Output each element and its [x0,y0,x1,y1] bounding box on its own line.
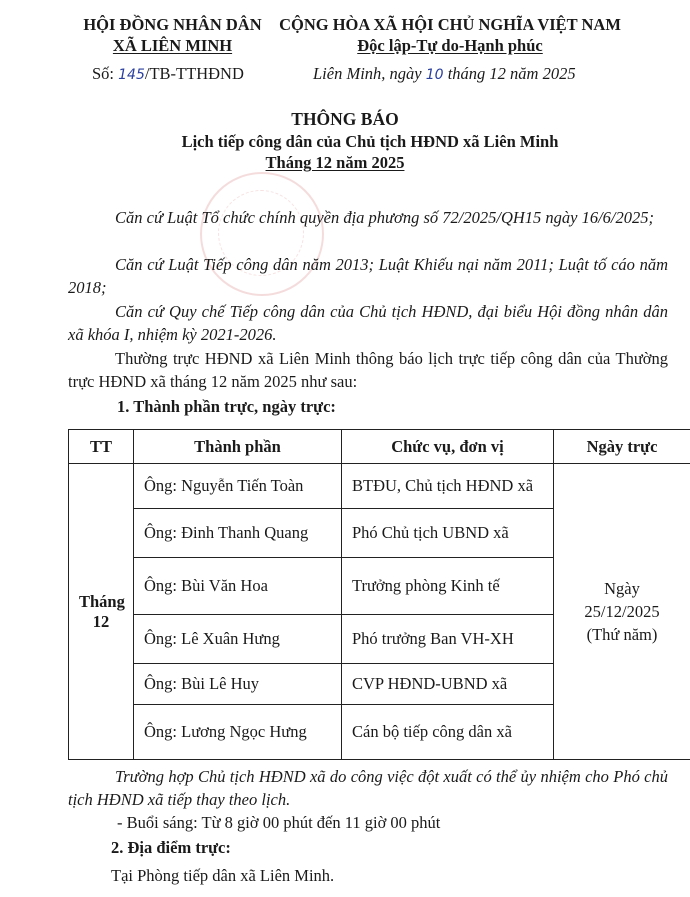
header-member: Thành phần [134,430,342,464]
national-motto [270,14,630,56]
place-date-prefix: Liên Minh, ngày [313,64,426,83]
notice-title: THÔNG BÁO [291,109,399,129]
member-position: BTĐU, Chủ tịch HĐND xã [342,464,554,509]
legal-basis-1: Căn cứ Luật Tổ chức chính quyền địa phương số 72/2025/QH15 ngày 16/6/2025; [115,208,655,227]
legal-basis-3: Căn cứ Quy chế Tiếp công dân của Chủ tịch HĐND, đại biểu Hội đồng nhân dân xã khóa I, nhiệm kỳ 2021-2026. [68,302,668,344]
duty-day-label: Ngày [604,579,640,598]
member-name: Ông: Đinh Thanh Quang [134,509,342,558]
section2-heading: 2. Địa điểm trực: [111,838,231,857]
morning-session: - Buổi sáng: Từ 8 giờ 00 phút đến 11 giờ 00 phút [117,813,441,832]
header-position: Chức vụ, đơn vị [342,430,554,464]
table-row [69,464,690,509]
date-day-handwritten: 10 [425,67,444,83]
duty-location: Tại Phòng tiếp dân xã Liên Minh. [111,866,335,885]
table-header-row [69,430,690,464]
member-name: Ông: Lương Ngọc Hưng [134,705,342,760]
duty-day-cell [554,464,690,760]
issuing-organization [70,14,275,56]
org-name-line2: XÃ LIÊN MINH [112,36,233,55]
notice-period: Tháng 12 năm 2025 [265,153,405,172]
duty-weekday: (Thứ năm) [586,625,658,644]
document-number [92,64,244,84]
member-position: Phó Chủ tịch UBND xã [342,509,554,558]
doc-number-prefix: Số: [92,64,119,83]
header-tt: TT [69,430,134,464]
member-position: Phó trưởng Ban VH-XH [342,615,554,664]
section1-heading: 1. Thành phần trực, ngày trực: [117,397,336,416]
intro-paragraph: Thường trực HĐND xã Liên Minh thông báo lịch trực tiếp công dân của Thường trực HĐND xã tháng 12 năm 2025 như sau: [68,349,668,391]
country-name: CỘNG HÒA XÃ HỘI CHỦ NGHĨA VIỆT NAM [279,15,621,34]
doc-number-suffix: /TB-TTHĐND [144,64,244,83]
place-date [313,64,576,84]
duty-date: 25/12/2025 [584,602,660,621]
notice-subtitle: Lịch tiếp công dân của Chủ tịch HĐND xã Liên Minh [181,132,559,151]
doc-number-handwritten: 145 [118,67,145,83]
header-duty-day: Ngày trực [554,430,690,464]
delegation-note: Trường hợp Chủ tịch HĐND xã do công việc đột xuất có thể ủy nhiệm cho Phó chủ tịch HĐND xã tiếp thay theo lịch. [68,767,668,809]
member-position: Cán bộ tiếp công dân xã [342,705,554,760]
member-name: Ông: Lê Xuân Hưng [134,615,342,664]
member-position: Trưởng phòng Kinh tế [342,558,554,615]
member-name: Ông: Bùi Văn Hoa [134,558,342,615]
duty-schedule-table [68,429,690,760]
place-date-suffix: tháng 12 năm 2025 [443,64,576,83]
member-name: Ông: Bùi Lê Huy [134,664,342,705]
month-label: Tháng [79,591,125,611]
month-number: 12 [92,611,110,631]
member-name: Ông: Nguyễn Tiến Toàn [134,464,342,509]
org-name-line1: HỘI ĐỒNG NHÂN DÂN [83,15,262,34]
member-position: CVP HĐND-UBND xã [342,664,554,705]
motto: Độc lập-Tự do-Hạnh phúc [357,36,543,55]
month-cell [69,464,134,760]
legal-basis-2: Căn cứ Luật Tiếp công dân năm 2013; Luật Khiếu nại năm 2011; Luật tố cáo năm 2018; [68,255,668,297]
